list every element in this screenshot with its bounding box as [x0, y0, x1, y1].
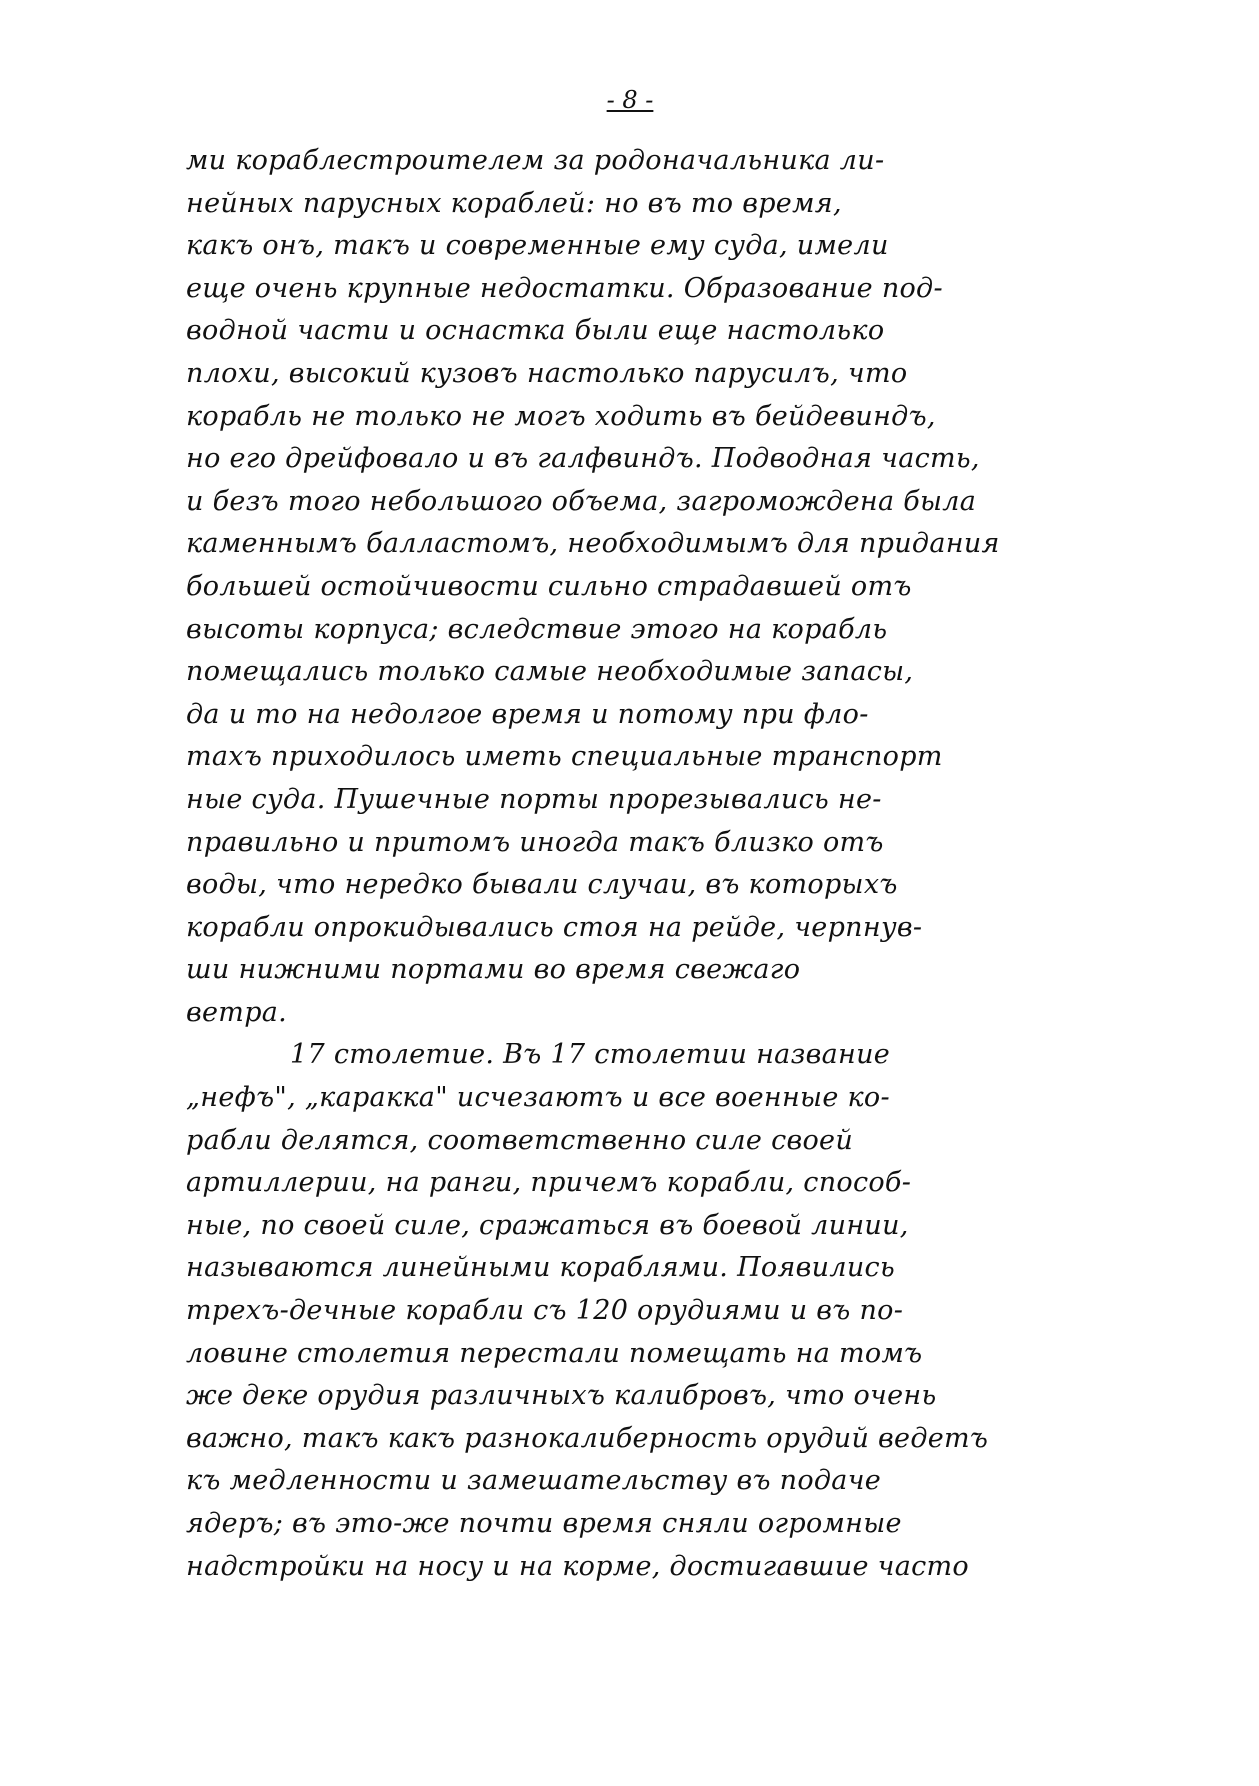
text-line: ши нижними портами во время свежаго	[186, 954, 801, 986]
text-line: водной части и оснастка были еще настолько	[186, 315, 885, 347]
text-line: же деке орудия различныхъ калибровъ, что очень	[186, 1380, 937, 1412]
text-line: воды, что нередко бывали случаи, въ которыхъ	[186, 869, 898, 901]
text-line: надстройки на носу и на корме, достигавшие часто	[186, 1550, 969, 1582]
text-line: и безъ того небольшого объема, загромождена была	[186, 485, 977, 517]
text-line: какъ онъ, такъ и современные ему суда, имели	[186, 230, 889, 262]
text-line: но его дрейфовало и въ галфвиндъ. Подводная часть,	[186, 443, 980, 475]
text-line: „нефъ", „каракка" исчезаютъ и все военные ко-	[186, 1082, 890, 1114]
text-line: ядеръ; въ это-же почти время сняли огромные	[186, 1508, 902, 1539]
text-line: еще очень крупные недостатки. Образование под-	[186, 272, 943, 304]
text-line: нейных парусных кораблей: но въ то время,	[186, 187, 842, 219]
text-line: ные суда. Пушечные порты прорезывались не-	[186, 783, 882, 815]
text-line: большей остойчивости сильно страдавшей отъ	[186, 570, 912, 602]
handwritten-text-body	[186, 140, 1096, 1588]
page-number: - 8 -	[606, 86, 654, 114]
text-line: называются линейными кораблями. Появились	[186, 1252, 895, 1284]
text-line: ветра.	[186, 996, 288, 1028]
text-line: рабли делятся, соответственно силе своей	[186, 1124, 854, 1156]
text-line: плохи, высокий кузовъ настолько парусилъ, что	[186, 357, 908, 389]
text-line: каменнымъ балластомъ, необходимымъ для придания	[186, 528, 1000, 560]
text-line: къ медленности и замешательству въ подаче	[186, 1465, 882, 1497]
text-line: да и то на недолгое время и потому при фло-	[186, 698, 869, 730]
text-line: ми кораблестроителем за родоначальника ли-	[186, 145, 885, 176]
text-line: трехъ-дечные корабли съ 120 орудиями и въ по-	[186, 1295, 904, 1327]
text-line: ные, по своей силе, сражаться въ боевой линии,	[186, 1209, 909, 1241]
text-line: ловине столетия перестали помещать на томъ	[186, 1337, 923, 1369]
text-line: корабли опрокидывались стоя на рейде, черпнув-	[186, 911, 923, 943]
text-line: помещались только самые необходимые запасы,	[186, 656, 914, 688]
text-line: важно, такъ какъ разнокалиберность орудий ведетъ	[186, 1422, 989, 1454]
text-line: тахъ приходилось иметь специальные транспорт	[186, 741, 943, 773]
text-line: артиллерии, на ранги, причемъ корабли, способ-	[186, 1167, 912, 1199]
section-heading-line: 17 столетие. Въ 17 столетии название	[290, 1039, 891, 1071]
text-line: правильно и притомъ иногда такъ близко отъ	[186, 826, 884, 858]
text-line: высоты корпуса; вследствие этого на корабль	[186, 613, 888, 645]
text-line: корабль не только не могъ ходить въ бейдевиндъ,	[186, 400, 936, 432]
